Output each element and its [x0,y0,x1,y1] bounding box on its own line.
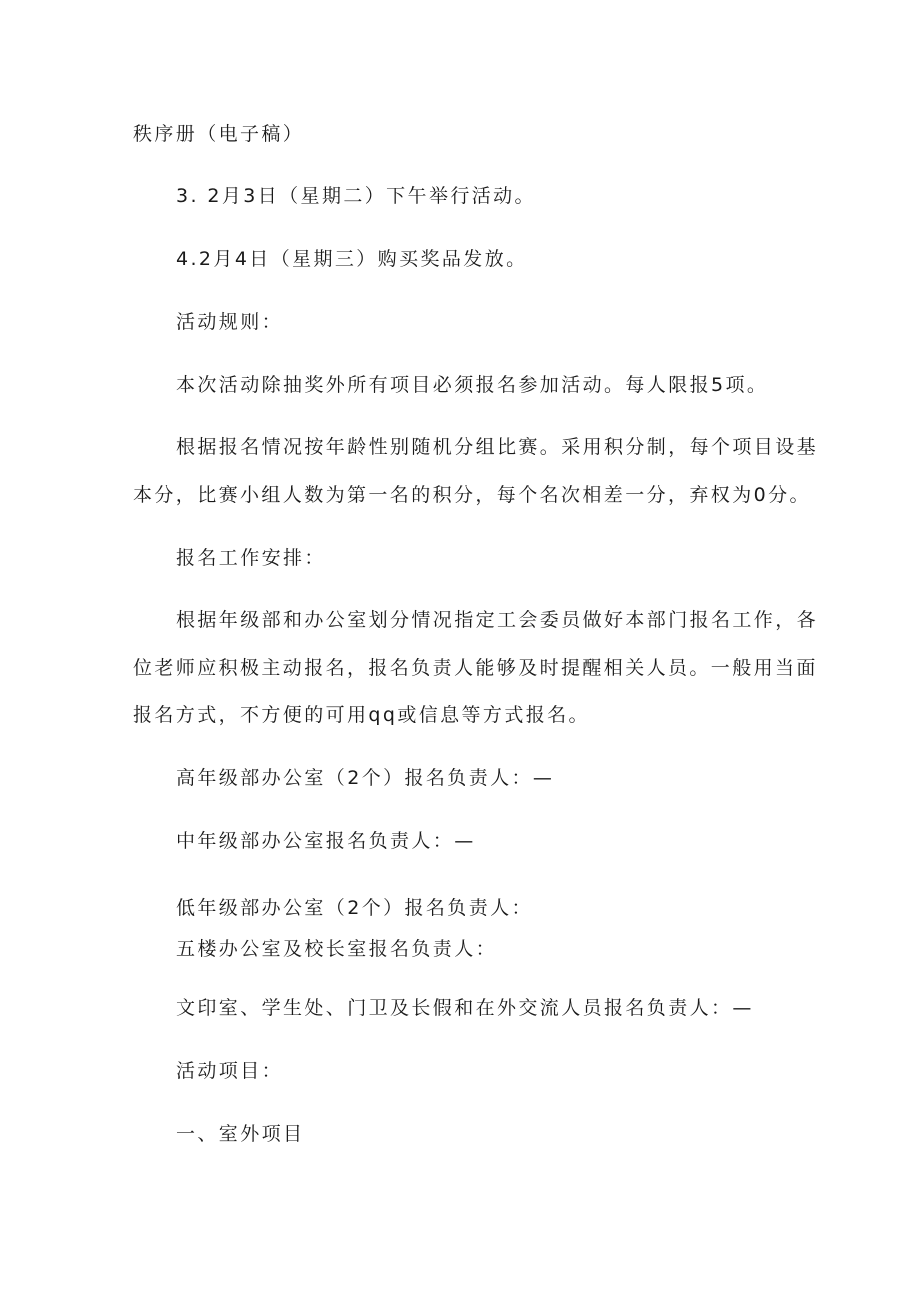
text-line: 本次活动除抽奖外所有项目必须报名参加活动。每人限报5项。 [176,374,769,396]
section-heading: 报名工作安排： [176,547,326,569]
paragraph-line: 报名方式，不方便的可用qq或信息等方式报名。 [133,704,590,726]
paragraph-line: 根据年级部和办公室划分情况指定工会委员做好本部门报名工作，各 [176,609,819,631]
text-line: 文印室、学生处、门卫及长假和在外交流人员报名负责人：— [176,997,754,1019]
paragraph-line: 位老师应积极主动报名，报名负责人能够及时提醒相关人员。一般用当面 [133,657,818,679]
paragraph-line: 根据报名情况按年龄性别随机分组比赛。采用积分制，每个项目设基 [176,436,819,458]
text-line: 3. 2月3日（星期二）下午举行活动。 [176,185,536,207]
text-line: 高年级部办公室（2个）报名负责人：— [176,767,555,789]
text-line: 低年级部办公室（2个）报名负责人： [176,897,533,919]
text-line: 4.2月4日（星期三）购买奖品发放。 [176,248,528,270]
section-heading: 活动规则： [176,311,284,333]
text-line: 秩序册（电子稿） [133,123,305,145]
text-line: 五楼办公室及校长室报名负责人： [176,938,498,960]
paragraph-line: 本分，比赛小组人数为第一名的积分，每个名次相差一分，弃权为0分。 [133,484,811,506]
section-heading: 活动项目： [176,1060,284,1082]
text-line: 中年级部办公室报名负责人：— [176,830,476,852]
section-heading: 一、室外项目 [176,1123,305,1145]
